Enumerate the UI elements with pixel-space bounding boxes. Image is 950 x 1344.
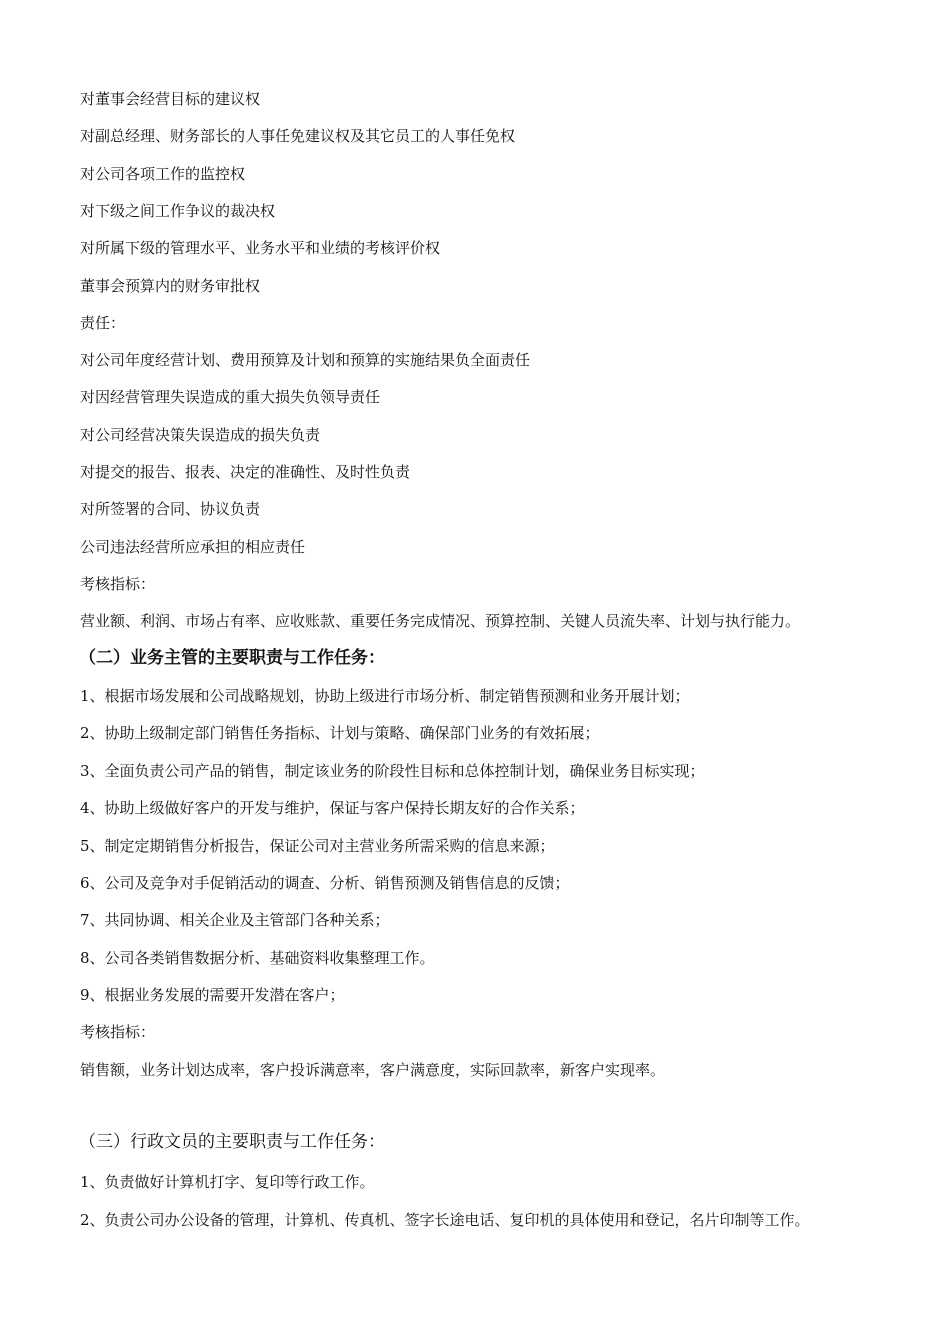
text-line: 对所属下级的管理水平、业务水平和业绩的考核评价权 [80,239,441,257]
text-line: 对下级之间工作争议的裁决权 [80,202,276,220]
kpi-label: 考核指标： [80,1023,156,1041]
text-line: 对董事会经营目标的建议权 [80,90,261,108]
list-item: 7、共同协调、相关企业及主管部门各种关系； [80,911,390,929]
list-item: 5、制定定期销售分析报告，保证公司对主营业务所需采购的信息来源； [80,837,555,855]
kpi-text: 销售额，业务计划达成率，客户投诉满意率，客户满意度，实际回款率，新客户实现率。 [80,1061,666,1079]
text-line: 董事会预算内的财务审批权 [80,277,261,295]
text-line: 对提交的报告、报表、决定的准确性、及时性负责 [80,463,411,481]
text-line: 对公司年度经营计划、费用预算及计划和预算的实施结果负全面责任 [80,351,531,369]
list-item: 4、协助上级做好客户的开发与维护，保证与客户保持长期友好的合作关系； [80,799,585,817]
text-line: 对副总经理、财务部长的人事任免建议权及其它员工的人事任免权 [80,127,516,145]
text-line: 对所签署的合同、协议负责 [80,500,261,518]
kpi-label: 考核指标： [80,575,156,593]
text-line: 对公司经营决策失误造成的损失负责 [80,426,321,444]
list-item: 2、协助上级制定部门销售任务指标、计划与策略、确保部门业务的有效拓展； [80,724,600,742]
text-line: 公司违法经营所应承担的相应责任 [80,538,306,556]
text-line: 对因经营管理失误造成的重大损失负领导责任 [80,388,381,406]
list-item: 6、公司及竞争对手促销活动的调查、分析、销售预测及销售信息的反馈； [80,874,570,892]
list-item: 1、根据市场发展和公司战略规划，协助上级进行市场分析、制定销售预测和业务开展计划； [80,687,690,705]
kpi-text: 营业额、利润、市场占有率、应收账款、重要任务完成情况、预算控制、关键人员流失率、计划与执行能力。 [80,612,801,630]
list-item: 9、根据业务发展的需要开发潜在客户； [80,986,345,1004]
text-line: 对公司各项工作的监控权 [80,165,246,183]
section-heading-3: （三）行政文员的主要职责与工作任务： [79,1132,385,1152]
list-item: 2、负责公司办公设备的管理，计算机、传真机、签字长途电话、复印机的具体使用和登记，名片印制等工作。 [80,1211,810,1229]
list-item: 1、负责做好计算机打字、复印等行政工作。 [80,1173,375,1191]
list-item: 8、公司各类销售数据分析、基础资料收集整理工作。 [80,949,435,967]
section-heading-2: （二）业务主管的主要职责与工作任务： [79,648,385,668]
list-item: 3、全面负责公司产品的销售，制定该业务的阶段性目标和总体控制计划，确保业务目标实现； [80,762,705,780]
responsibility-label: 责任： [80,314,126,332]
